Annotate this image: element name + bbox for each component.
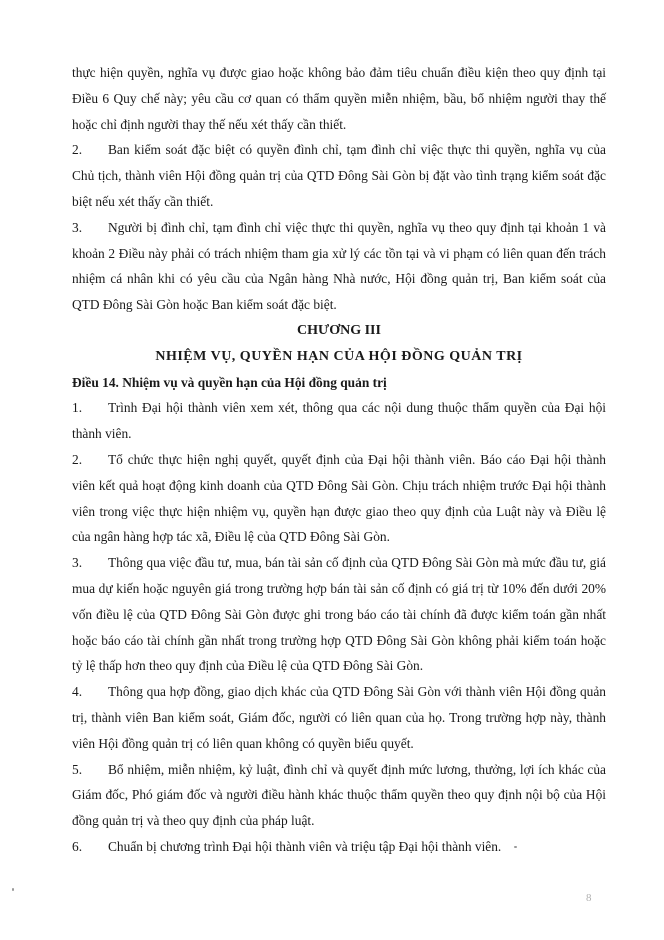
article-clause-1 bbox=[72, 395, 606, 447]
paragraph-continued bbox=[72, 60, 606, 137]
paragraph-text: Tổ chức thực hiện nghị quyết, quyết định của Đại hội thành viên. Báo cáo Đại hội thành viên kết quả hoạt động kinh doanh của QTD Đông Sài Gòn. Chịu trách nhiệm trước Đại hội thành viên trong việc thực hiện nhiệm vụ, quyền hạn được giao theo quy định của Luật này và Điều lệ của ngân hàng hợp tác xã, Điều lệ của QTD Đông Sài Gòn. bbox=[72, 451, 606, 545]
paragraph-text: Trình Đại hội thành viên xem xét, thông qua các nội dung thuộc thẩm quyền của Đại hội thành viên. bbox=[72, 400, 606, 442]
scan-speck bbox=[12, 888, 14, 891]
clause-number: 3. bbox=[72, 555, 83, 571]
document-page bbox=[72, 60, 606, 860]
clause-number: 2. bbox=[72, 451, 83, 467]
paragraph-text: Người bị đình chỉ, tạm đình chỉ việc thực thi quyền, nghĩa vụ theo quy định tại khoản 1 và khoản 2 Điều này phải có trách nhiệm tham gia xử lý các tồn tại và vi phạm có liên quan đến trách nhiệm cá nhân khi có yêu cầu của Ngân hàng Nhà nước, Hội đồng quản trị, Ban kiểm soát của QTD Đông Sài Gòn hoặc Ban kiểm soát đặc biệt. bbox=[72, 219, 606, 313]
article-clause-4 bbox=[72, 679, 606, 756]
article-clause-6 bbox=[72, 834, 606, 860]
article-clause-3 bbox=[72, 550, 606, 679]
paragraph-text: thực hiện quyền, nghĩa vụ được giao hoặc không bảo đảm tiêu chuẩn điều kiện theo quy định tại Điều 6 Quy chế này; yêu cầu cơ quan có thẩm quyền miễn nhiệm, bầu, bổ nhiệm người thay thế hoặc chỉ định người thay thế nếu xét thấy cần thiết. bbox=[72, 65, 606, 132]
article-clause-5 bbox=[72, 757, 606, 834]
scan-speck bbox=[514, 846, 517, 848]
chapter-title: NHIỆM VỤ, QUYỀN HẠN CỦA HỘI ĐỒNG QUẢN TRỊ bbox=[155, 348, 523, 364]
paragraph-clause-2 bbox=[72, 137, 606, 214]
clause-number: 5. bbox=[72, 761, 83, 777]
paragraph-text: Thông qua việc đầu tư, mua, bán tài sản cố định của QTD Đông Sài Gòn mà mức đầu tư, giá mua dự kiến hoặc nguyên giá trong trường hợp bán tài sản cố định có giá trị từ 10% đến dưới 20% vốn điều lệ của QTD Đông Sài Gòn được ghi trong báo cáo tài chính đã được kiểm toán gần nhất hoặc báo cáo tài chính gần nhất trong trường hợp QTD Đông Sài Gòn không phải kiểm toán hoặc tỷ lệ thấp hơn theo quy định của Điều lệ của QTD Đông Sài Gòn. bbox=[72, 555, 606, 674]
clause-number: 1. bbox=[72, 400, 83, 416]
paragraph-clause-3 bbox=[72, 215, 606, 318]
article-clause-2 bbox=[72, 447, 606, 550]
article-heading: Điều 14. Nhiệm vụ và quyền hạn của Hội đồng quản trị bbox=[72, 374, 387, 390]
paragraph-text: Bổ nhiệm, miễn nhiệm, kỷ luật, đình chỉ và quyết định mức lương, thưởng, lợi ích khác của Giám đốc, Phó giám đốc và người điều hành khác thuộc thẩm quyền theo quy định nội bộ của Hội đồng quản trị và theo quy định của pháp luật. bbox=[72, 761, 606, 829]
paragraph-text: Ban kiểm soát đặc biệt có quyền đình chỉ, tạm đình chỉ việc thực thi quyền, nghĩa vụ của Chủ tịch, thành viên Hội đồng quản trị của QTD Đông Sài Gòn bị đặt vào tình trạng kiểm soát đặc biệt nếu xét thấy cần thiết. bbox=[72, 142, 606, 209]
clause-number: 3. bbox=[72, 219, 83, 235]
clause-number: 6. bbox=[72, 838, 83, 854]
chapter-label: CHƯƠNG III bbox=[297, 322, 381, 338]
clause-number: 2. bbox=[72, 142, 83, 158]
clause-number: 4. bbox=[72, 684, 83, 700]
page-number: 8 bbox=[586, 892, 592, 904]
paragraph-text: Chuẩn bị chương trình Đại hội thành viên và triệu tập Đại hội thành viên. bbox=[108, 838, 502, 854]
paragraph-text: Thông qua hợp đồng, giao dịch khác của QTD Đông Sài Gòn với thành viên Hội đồng quản trị, thành viên Ban kiểm soát, Giám đốc, người có liên quan của họ. Trong trường hợp này, thành viên Hội đồng quản trị có liên quan không có quyền biểu quyết. bbox=[72, 684, 606, 751]
